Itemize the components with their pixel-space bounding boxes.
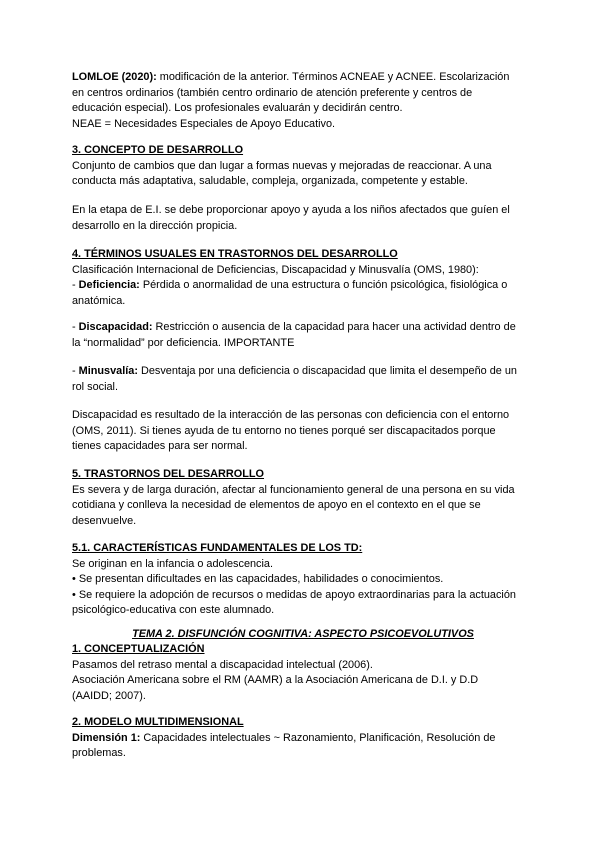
characteristic-line: Se originan en la infancia o adolescencia. [72,557,274,570]
dimension-1-line: Dimensión 1: Capacidades intelectuales ~ Razonamiento, Planificación, Resolución de [72,731,496,744]
section-5-heading: 5. TRASTORNOS DEL DESARROLLO [72,468,265,480]
lomloe-line-2: en centros ordinarios (también centro ordinario de atención preferente y centros de [72,86,473,99]
conceptualizacion-text: Asociación Americana sobre el RM (AAMR) a la Asociación Americana de D.I. y D.D [72,674,479,687]
paragraph-line: (OMS, 2011). Si tienes ayuda de tu entorno no tienes porqué ser discapacitados porque [72,424,496,437]
section-5 [72,467,534,529]
section-5-text: Es severa y de larga duración, afectar al funcionamiento general de una persona en su vida [72,483,515,496]
lomloe-line: LOMLOE (2020): modificación de la anterior. Términos ACNEAE y ACNEE. Escolarización [72,71,510,83]
section-3 [72,143,534,190]
section-3-text: En la etapa de E.I. se debe proporcionar apoyo y ayuda a los niños afectados que guíen el [72,204,510,216]
minusvalia-item [72,364,534,395]
dimension-1-line-2: problemas. [72,747,126,760]
section-4-heading: 4. TÉRMINOS USUALES EN TRASTORNOS DEL DESARROLLO [72,248,398,260]
section-3-text: conducta más adaptativa, saludable, compleja, organizada, competente y estable. [72,175,468,188]
intro-block [72,70,534,132]
lomloe-label: LOMLOE (2020): [72,71,157,83]
classification-line: Clasificación Internacional de Deficiencias, Discapacidad y Minusvalía (OMS, 1980): [72,263,479,276]
discapacidad-line: - Discapacidad: Restricción o ausencia de la capacidad para hacer una actividad dentro de [72,321,516,333]
deficiencia-line: - Deficiencia: Pérdida o anormalidad de una estructura o función psicológica, fisiológica o [72,279,508,292]
conceptualizacion [72,642,534,704]
modelo-multidimensional [72,715,534,762]
dimension-1-label: Dimensión 1: [72,731,141,744]
section-3-heading: 3. CONCEPTO DE DESARROLLO [72,144,244,156]
paragraph-line: Discapacidad es resultado de la interacción de las personas con deficiencia con el entorno [72,409,510,421]
minusvalia-line-2: rol social. [72,380,118,393]
section-5-1 [72,541,534,619]
discapacidad-line-2: la “normalidad” por deficiencia. IMPORTANTE [72,336,295,349]
modelo-multidimensional-heading: 2. MODELO MULTIDIMENSIONAL [72,716,244,728]
discapacidad-label: Discapacidad: [78,321,153,333]
section-5-text: desenvuelve. [72,514,137,527]
tema-2-title: TEMA 2. DISFUNCIÓN COGNITIVA: ASPECTO PSICOEVOLUTIVOS [132,628,474,640]
conceptualizacion-text: Pasamos del retraso mental a discapacidad intelectual (2006). [72,658,373,671]
conceptualizacion-text: (AAIDD; 2007). [72,689,146,702]
section-3-text: Conjunto de cambios que dan lugar a formas nuevas y mejoradas de reaccionar. A una [72,159,492,172]
section-5-1-heading: 5.1. CARACTERÍSTICAS FUNDAMENTALES DE LOS TD: [72,542,363,554]
deficiencia-label: Deficiencia: [78,279,140,292]
deficiencia-line-2: anatómica. [72,294,126,307]
tema-2-title-block [72,627,534,643]
lomloe-line-3: educación especial). Los profesionales evaluarán y decidirán centro. [72,102,403,115]
characteristic-bullet: • Se presentan dificultades en las capacidades, habilidades o conocimientos. [72,573,444,586]
discapacidad-paragraph [72,408,534,455]
section-3-paragraph-2 [72,203,534,234]
section-3-text: desarrollo en la dirección propicia. [72,219,238,232]
section-5-text: cotidiana y conlleva la necesidad de elementos de apoyo en el contexto en el que se [72,499,481,512]
paragraph-line: tienes capacidades para ser normal. [72,440,248,453]
discapacidad-item [72,320,534,351]
characteristic-bullet: • Se requiere la adopción de recursos o medidas de apoyo extraordinarias para la actuación [72,588,516,601]
conceptualizacion-heading: 1. CONCEPTUALIZACIÓN [72,643,205,655]
neae-definition: NEAE = Necesidades Especiales de Apoyo Educativo. [72,117,336,130]
section-4 [72,247,534,309]
characteristic-line: psicológico-educativa con este alumnado. [72,604,275,617]
minusvalia-line: - Minusvalía: Desventaja por una deficiencia o discapacidad que limita el desempeño de un [72,365,517,377]
minusvalia-label: Minusvalía: [78,365,138,377]
